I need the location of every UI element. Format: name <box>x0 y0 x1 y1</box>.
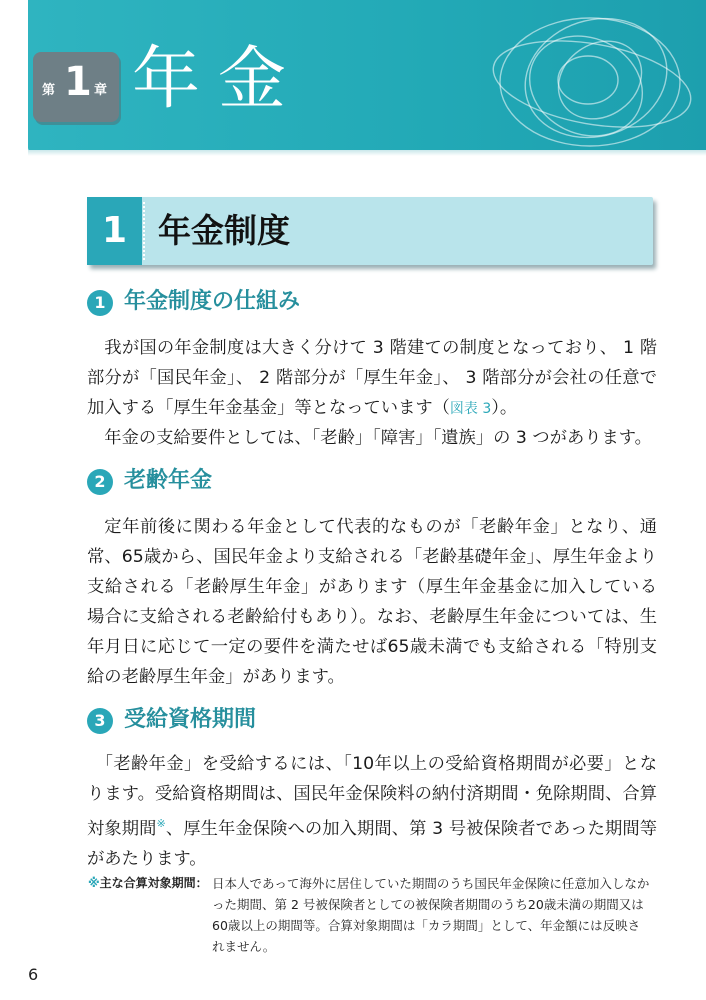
paragraph-2-1: 定年前後に関わる年金として代表的なものが「老齢年金」となり、通常、65歳から、国民年金より支給される「老齢基礎年金」、厚生年金より支給される「老齢厚生年金」があります（厚生年金基金に加入している場合に支給される老齢給付もあり）。なお、老齢厚生年金については、生年月日に応じて一定の要件を満たせば65歳未満でも支給される「特別支給の老齢厚生年金」があります。 <box>87 517 657 687</box>
paragraph-1-1: 我が国の年金制度は大きく分けて 3 階建ての制度となっており、 1 階部分が「国民年金」、 2 階部分が「厚生年金」、 3 階部分が会社の任意で加入する「厚生年金基金」等となっています（図表 3）。 <box>87 338 657 418</box>
section-number: 1 <box>87 197 142 265</box>
chapter-badge <box>33 52 119 122</box>
paragraph-1-2: 年金の支給要件としては、「老齢」「障害」「遺族」の 3 つがあります。 <box>104 428 652 448</box>
paragraph-3-1: 「老齢年金」を受給するには、「10年以上の受給資格期間が必要」となります。受給資格期間は、国民年金保険料の納付済期間・免除期間、合算対象期間※、厚生年金保険への加入期間、第 3 号被保険者であった期間等があたります。 <box>87 754 658 869</box>
subsection-title-1: 年金制度の仕組み <box>124 289 301 314</box>
chapter-title: 年金 <box>132 40 305 119</box>
page-number: 6 <box>28 965 39 984</box>
section-title: 年金制度 <box>158 211 290 250</box>
subsection-title-3: 受給資格期間 <box>124 707 257 732</box>
note-label: ※主な合算対象期間： <box>88 876 208 890</box>
figure-reference[interactable]: 図表 3 <box>449 401 492 417</box>
subsection-number-2: 2 <box>87 469 113 495</box>
subsection-title-2: 老齢年金 <box>124 468 213 493</box>
chapter-prefix: 第 <box>42 83 56 98</box>
footnote-mark: ※ <box>156 817 166 830</box>
chapter-number: 1 <box>64 59 92 105</box>
chapter-suffix: 章 <box>94 83 108 98</box>
swirl-decoration-icon <box>470 0 706 152</box>
note-text: 日本人であって海外に居住していた期間のうち国民年金保険に任意加入しなかった期間、第 2 号被保険者としての被保険者期間のうち20歳未満の期間又は60歳以上の期間等。合算対象期間は「カラ期間」として、年金額には反映されません。 <box>212 876 650 954</box>
subsection-number-1: 1 <box>87 290 113 316</box>
subsection-number-3: 3 <box>87 708 113 734</box>
section-divider <box>143 202 145 260</box>
